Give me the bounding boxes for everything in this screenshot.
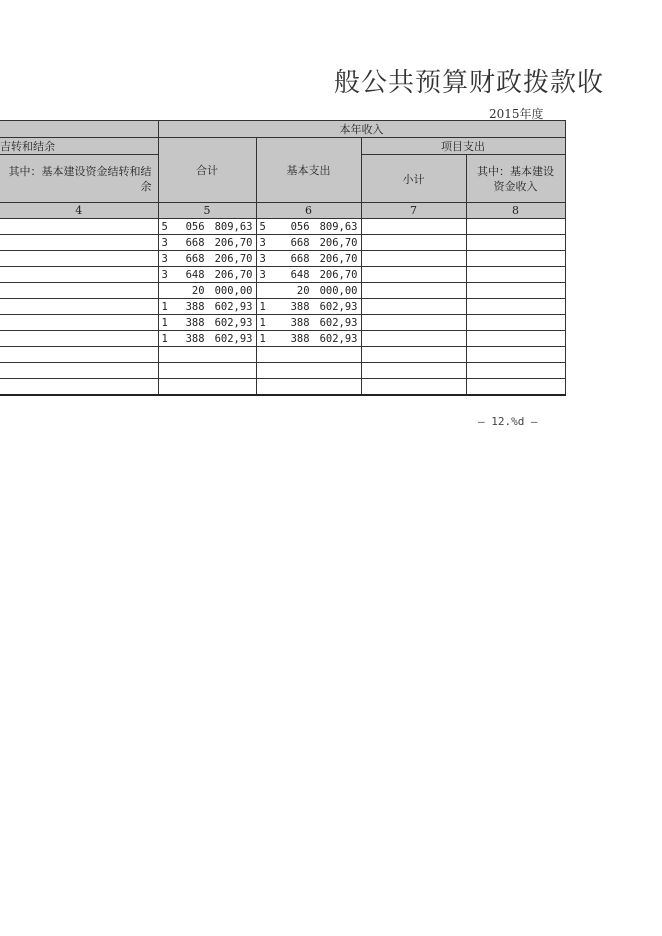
cell-capital-income: [466, 251, 565, 267]
cell-carry-sub: [0, 219, 158, 235]
col-number-7: 7: [361, 203, 466, 219]
table-row: [0, 251, 565, 267]
cell-subtotal: [361, 219, 466, 235]
cell-carry-sub: [0, 267, 158, 283]
cell-subtotal: [361, 347, 466, 363]
header-total: 合计: [158, 138, 256, 203]
cell-subtotal: [361, 251, 466, 267]
table-row: [0, 219, 565, 235]
amount-thousands: 668: [290, 252, 310, 265]
amount-thousands: 388: [290, 316, 310, 329]
cell-total: [158, 267, 256, 283]
amount-thousands: 388: [185, 300, 205, 313]
cell-capital-income: [466, 379, 565, 396]
amount-units: 000,00: [214, 284, 253, 297]
col-number-5: 5: [158, 203, 256, 219]
fiscal-year-label: 2015年度: [489, 107, 544, 121]
amount-prefix: 3: [161, 252, 168, 265]
cell-subtotal: [361, 283, 466, 299]
amount-thousands: 668: [185, 252, 205, 265]
amount-prefix: 1: [161, 316, 168, 329]
cell-basic-expense: [256, 283, 361, 299]
header-carry-over: 吉转和结余: [0, 138, 158, 155]
amount-thousands: 388: [185, 332, 205, 345]
amount-prefix: 3: [161, 268, 168, 281]
cell-capital-income: [466, 267, 565, 283]
cell-total: [158, 251, 256, 267]
header-current-income: 本年收入: [158, 121, 565, 138]
cell-carry-sub: [0, 315, 158, 331]
cell-capital-income: [466, 219, 565, 235]
cell-basic-expense: [256, 363, 361, 379]
table-row: [0, 267, 565, 283]
table-row: [0, 363, 565, 379]
cell-basic-expense: [256, 331, 361, 347]
amount-units: 206,70: [319, 252, 358, 265]
header-blank: [0, 121, 158, 138]
amount-prefix: 1: [259, 316, 266, 329]
cell-subtotal: [361, 235, 466, 251]
amount-prefix: 5: [259, 220, 266, 233]
amount-units: 206,70: [319, 236, 358, 249]
amount-prefix: 5: [161, 220, 168, 233]
amount-units: 206,70: [214, 236, 253, 249]
amount-thousands: 388: [185, 316, 205, 329]
table-row: [0, 235, 565, 251]
amount-units: 206,70: [214, 252, 253, 265]
amount-thousands: 388: [290, 300, 310, 313]
cell-total: [158, 379, 256, 396]
cell-carry-sub: [0, 283, 158, 299]
amount-thousands: 20: [191, 284, 205, 297]
header-carry-sub: 其中：基本建设资金结转和结余: [0, 155, 158, 203]
cell-basic-expense: [256, 299, 361, 315]
cell-total: [158, 219, 256, 235]
table-row: [0, 299, 565, 315]
cell-capital-income: [466, 235, 565, 251]
cell-subtotal: [361, 315, 466, 331]
cell-carry-sub: [0, 347, 158, 363]
header-subtotal: 小计: [361, 155, 466, 203]
amount-prefix: 1: [259, 332, 266, 345]
header-capital-income: 其中：基本建设资金收入: [466, 155, 565, 203]
cell-carry-sub: [0, 251, 158, 267]
table-row: [0, 283, 565, 299]
amount-prefix: 3: [161, 236, 168, 249]
table-body: [0, 219, 565, 396]
amount-units: 602,93: [214, 316, 253, 329]
cell-capital-income: [466, 347, 565, 363]
cell-total: [158, 331, 256, 347]
header-project-expense: 项目支出: [361, 138, 565, 155]
cell-total: [158, 363, 256, 379]
table-row: [0, 331, 565, 347]
amount-prefix: 3: [259, 268, 266, 281]
cell-carry-sub: [0, 331, 158, 347]
cell-subtotal: [361, 299, 466, 315]
cell-subtotal: [361, 267, 466, 283]
cell-basic-expense: [256, 347, 361, 363]
amount-thousands: 648: [290, 268, 310, 281]
cell-carry-sub: [0, 299, 158, 315]
cell-basic-expense: [256, 379, 361, 396]
table-row: [0, 379, 565, 396]
cell-basic-expense: [256, 251, 361, 267]
page-footer: — 12.%d —: [478, 415, 538, 428]
cell-total: [158, 235, 256, 251]
amount-units: 602,93: [214, 332, 253, 345]
cell-subtotal: [361, 363, 466, 379]
cell-total: [158, 347, 256, 363]
col-number-4: 4: [0, 203, 158, 219]
document-title: 般公共预算财政拨款收: [334, 68, 605, 98]
amount-prefix: 1: [161, 300, 168, 313]
cell-capital-income: [466, 315, 565, 331]
cell-basic-expense: [256, 219, 361, 235]
table-row: [0, 347, 565, 363]
cell-basic-expense: [256, 235, 361, 251]
amount-units: 602,93: [319, 316, 358, 329]
cell-carry-sub: [0, 235, 158, 251]
amount-prefix: 3: [259, 236, 266, 249]
cell-total: [158, 283, 256, 299]
cell-carry-sub: [0, 363, 158, 379]
amount-thousands: 056: [290, 220, 310, 233]
amount-units: 000,00: [319, 284, 358, 297]
amount-thousands: 668: [185, 236, 205, 249]
amount-units: 602,93: [319, 300, 358, 313]
cell-total: [158, 315, 256, 331]
col-number-6: 6: [256, 203, 361, 219]
amount-thousands: 668: [290, 236, 310, 249]
header-basic-expense: 基本支出: [256, 138, 361, 203]
col-number-8: 8: [466, 203, 565, 219]
table-row: [0, 315, 565, 331]
amount-units: 602,93: [319, 332, 358, 345]
amount-units: 206,70: [319, 268, 358, 281]
amount-prefix: 1: [259, 300, 266, 313]
budget-table: [0, 120, 566, 396]
cell-basic-expense: [256, 315, 361, 331]
amount-prefix: 1: [161, 332, 168, 345]
amount-thousands: 056: [185, 220, 205, 233]
amount-units: 206,70: [214, 268, 253, 281]
amount-thousands: 388: [290, 332, 310, 345]
cell-capital-income: [466, 331, 565, 347]
cell-subtotal: [361, 379, 466, 396]
amount-prefix: 3: [259, 252, 266, 265]
amount-units: 809,63: [319, 220, 358, 233]
cell-subtotal: [361, 331, 466, 347]
cell-capital-income: [466, 283, 565, 299]
cell-basic-expense: [256, 267, 361, 283]
amount-thousands: 20: [296, 284, 310, 297]
cell-capital-income: [466, 363, 565, 379]
cell-carry-sub: [0, 379, 158, 396]
amount-units: 809,63: [214, 220, 253, 233]
amount-thousands: 648: [185, 268, 205, 281]
cell-total: [158, 299, 256, 315]
cell-capital-income: [466, 299, 565, 315]
amount-units: 602,93: [214, 300, 253, 313]
